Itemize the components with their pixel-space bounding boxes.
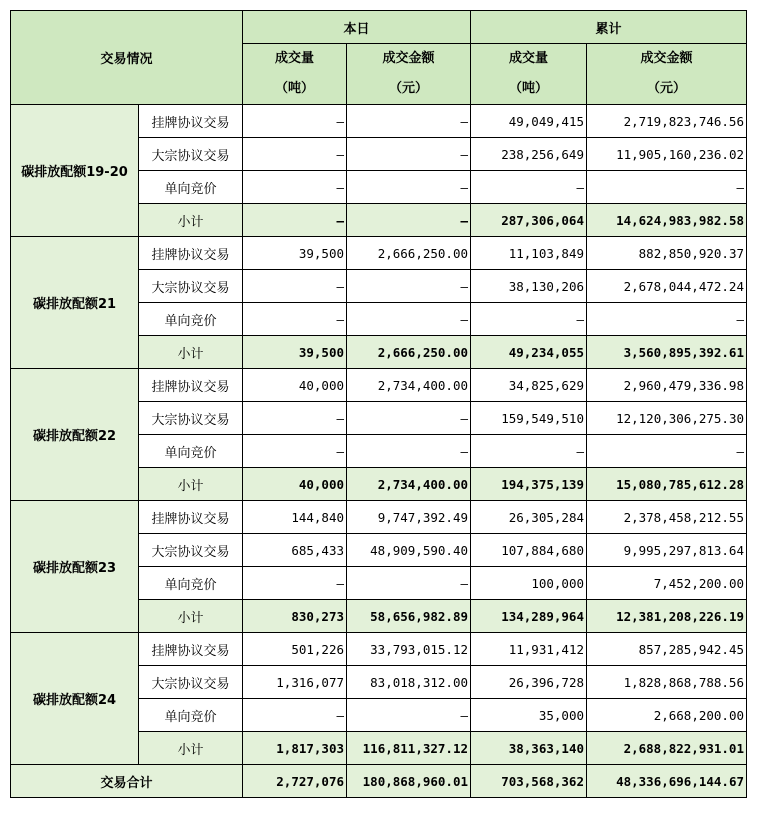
day-amount-cell: – <box>347 270 471 303</box>
allowance-group-name: 碳排放配额22 <box>11 369 139 501</box>
trade-type-label: 挂牌协议交易 <box>139 633 243 666</box>
cumulative-amount-cell: 7,452,200.00 <box>587 567 747 600</box>
cumulative-amount-cell: 11,905,160,236.02 <box>587 138 747 171</box>
cumulative-amount-unit: （元） <box>646 81 686 96</box>
allowance-group-name: 碳排放配额21 <box>11 237 139 369</box>
day-volume-cell: – <box>243 567 347 600</box>
cumulative-amount-cell: – <box>587 303 747 336</box>
day-amount-cell: 48,909,590.40 <box>347 534 471 567</box>
today-amount-unit: （元） <box>388 81 428 96</box>
allowance-group-name: 碳排放配额24 <box>11 633 139 765</box>
day-volume-cell: 40,000 <box>243 369 347 402</box>
cumulative-amount-cell: 15,080,785,612.28 <box>587 468 747 501</box>
day-volume-cell: – <box>243 105 347 138</box>
day-volume-cell: 39,500 <box>243 336 347 369</box>
cumulative-volume-cell: 287,306,064 <box>471 204 587 237</box>
table-footer <box>11 765 747 798</box>
cumulative-volume-cell: 194,375,139 <box>471 468 587 501</box>
subtotal-label: 小计 <box>139 732 243 765</box>
trade-type-label: 挂牌协议交易 <box>139 105 243 138</box>
day-volume-cell: 40,000 <box>243 468 347 501</box>
table-row <box>11 501 747 534</box>
day-volume-cell: – <box>243 303 347 336</box>
day-amount-cell: – <box>347 171 471 204</box>
cumulative-volume-cell: 38,363,140 <box>471 732 587 765</box>
table-row <box>11 237 747 270</box>
allowance-group-name: 碳排放配额19-20 <box>11 105 139 237</box>
cumulative-volume-cell: – <box>471 435 587 468</box>
cumulative-amount-cell: 1,828,868,788.56 <box>587 666 747 699</box>
cumulative-amount-cell: 14,624,983,982.58 <box>587 204 747 237</box>
cumulative-amount-cell: 882,850,920.37 <box>587 237 747 270</box>
day-amount-cell: – <box>347 138 471 171</box>
day-amount-cell: – <box>347 567 471 600</box>
cumulative-amount-cell: 2,960,479,336.98 <box>587 369 747 402</box>
total-label: 交易合计 <box>11 765 243 798</box>
trade-type-label: 单向竞价 <box>139 567 243 600</box>
cumulative-volume-cell: 26,396,728 <box>471 666 587 699</box>
cumulative-volume-header <box>471 44 587 105</box>
total-row <box>11 765 747 798</box>
cumulative-amount-cell: 2,688,822,931.01 <box>587 732 747 765</box>
day-amount-cell: – <box>347 699 471 732</box>
cumulative-volume-cell: – <box>471 171 587 204</box>
cumulative-amount-cell: 12,381,208,226.19 <box>587 600 747 633</box>
cumulative-amount-cell: 2,378,458,212.55 <box>587 501 747 534</box>
trade-type-label: 大宗协议交易 <box>139 534 243 567</box>
day-volume-cell: 1,817,303 <box>243 732 347 765</box>
total-day-volume: 2,727,076 <box>243 765 347 798</box>
day-volume-cell: – <box>243 204 347 237</box>
day-volume-cell: 144,840 <box>243 501 347 534</box>
today-amount-label: 成交金额 <box>382 51 435 66</box>
day-volume-cell: – <box>243 171 347 204</box>
cumulative-amount-cell: – <box>587 435 747 468</box>
cumulative-volume-cell: 134,289,964 <box>471 600 587 633</box>
header-row-1 <box>11 11 747 44</box>
cumulative-amount-cell: – <box>587 171 747 204</box>
cumulative-volume-cell: 26,305,284 <box>471 501 587 534</box>
trade-type-label: 大宗协议交易 <box>139 402 243 435</box>
trade-type-label: 单向竞价 <box>139 303 243 336</box>
cumulative-volume-label: 成交量 <box>508 51 548 66</box>
cumulative-volume-cell: 159,549,510 <box>471 402 587 435</box>
trade-type-label: 单向竞价 <box>139 435 243 468</box>
day-volume-cell: 39,500 <box>243 237 347 270</box>
day-volume-cell: – <box>243 402 347 435</box>
cumulative-volume-cell: 238,256,649 <box>471 138 587 171</box>
trade-type-label: 大宗协议交易 <box>139 666 243 699</box>
total-cumulative-amount: 48,336,696,144.67 <box>587 765 747 798</box>
trade-type-label: 大宗协议交易 <box>139 270 243 303</box>
day-volume-cell: – <box>243 699 347 732</box>
day-amount-cell: 116,811,327.12 <box>347 732 471 765</box>
cumulative-header: 累计 <box>471 11 747 44</box>
subtotal-label: 小计 <box>139 468 243 501</box>
day-volume-cell: – <box>243 270 347 303</box>
trade-type-label: 挂牌协议交易 <box>139 369 243 402</box>
trading-summary-table <box>10 10 747 798</box>
day-amount-cell: – <box>347 204 471 237</box>
table-row <box>11 369 747 402</box>
trade-type-label: 大宗协议交易 <box>139 138 243 171</box>
today-volume-unit: （吨） <box>274 81 314 96</box>
cumulative-volume-cell: 100,000 <box>471 567 587 600</box>
today-amount-header <box>347 44 471 105</box>
cumulative-volume-cell: – <box>471 303 587 336</box>
trade-type-label: 挂牌协议交易 <box>139 237 243 270</box>
cumulative-volume-cell: 35,000 <box>471 699 587 732</box>
cumulative-amount-cell: 857,285,942.45 <box>587 633 747 666</box>
table-body <box>11 105 747 765</box>
cumulative-volume-cell: 34,825,629 <box>471 369 587 402</box>
cumulative-amount-header <box>587 44 747 105</box>
cumulative-volume-cell: 107,884,680 <box>471 534 587 567</box>
cumulative-amount-cell: 2,668,200.00 <box>587 699 747 732</box>
cumulative-amount-cell: 2,719,823,746.56 <box>587 105 747 138</box>
cumulative-volume-cell: 11,931,412 <box>471 633 587 666</box>
allowance-group-name: 碳排放配额23 <box>11 501 139 633</box>
table-row <box>11 633 747 666</box>
trade-type-label: 挂牌协议交易 <box>139 501 243 534</box>
day-amount-cell: 83,018,312.00 <box>347 666 471 699</box>
today-volume-label: 成交量 <box>274 51 314 66</box>
subtotal-label: 小计 <box>139 600 243 633</box>
day-volume-cell: 501,226 <box>243 633 347 666</box>
cumulative-volume-cell: 38,130,206 <box>471 270 587 303</box>
day-volume-cell: – <box>243 138 347 171</box>
subtotal-label: 小计 <box>139 204 243 237</box>
day-amount-cell: 2,734,400.00 <box>347 468 471 501</box>
today-volume-header <box>243 44 347 105</box>
table-header <box>11 11 747 105</box>
day-volume-cell: 1,316,077 <box>243 666 347 699</box>
cumulative-amount-cell: 12,120,306,275.30 <box>587 402 747 435</box>
cumulative-amount-cell: 3,560,895,392.61 <box>587 336 747 369</box>
cumulative-amount-cell: 9,995,297,813.64 <box>587 534 747 567</box>
trade-type-label: 单向竞价 <box>139 699 243 732</box>
day-amount-cell: 2,666,250.00 <box>347 237 471 270</box>
cumulative-volume-cell: 49,234,055 <box>471 336 587 369</box>
day-volume-cell: 830,273 <box>243 600 347 633</box>
total-cumulative-volume: 703,568,362 <box>471 765 587 798</box>
subtotal-label: 小计 <box>139 336 243 369</box>
cumulative-amount-cell: 2,678,044,472.24 <box>587 270 747 303</box>
day-amount-cell: 33,793,015.12 <box>347 633 471 666</box>
cumulative-volume-unit: （吨） <box>508 81 548 96</box>
day-amount-cell: 9,747,392.49 <box>347 501 471 534</box>
cumulative-volume-cell: 11,103,849 <box>471 237 587 270</box>
day-amount-cell: – <box>347 402 471 435</box>
day-amount-cell: – <box>347 303 471 336</box>
day-amount-cell: – <box>347 435 471 468</box>
cumulative-amount-label: 成交金额 <box>640 51 693 66</box>
day-volume-cell: 685,433 <box>243 534 347 567</box>
today-header: 本日 <box>243 11 471 44</box>
section-label-cell: 交易情况 <box>11 11 243 105</box>
trading-summary-table-container <box>10 10 747 798</box>
total-day-amount: 180,868,960.01 <box>347 765 471 798</box>
day-amount-cell: 2,734,400.00 <box>347 369 471 402</box>
day-amount-cell: 58,656,982.89 <box>347 600 471 633</box>
day-amount-cell: 2,666,250.00 <box>347 336 471 369</box>
day-amount-cell: – <box>347 105 471 138</box>
trade-type-label: 单向竞价 <box>139 171 243 204</box>
day-volume-cell: – <box>243 435 347 468</box>
cumulative-volume-cell: 49,049,415 <box>471 105 587 138</box>
table-row <box>11 105 747 138</box>
